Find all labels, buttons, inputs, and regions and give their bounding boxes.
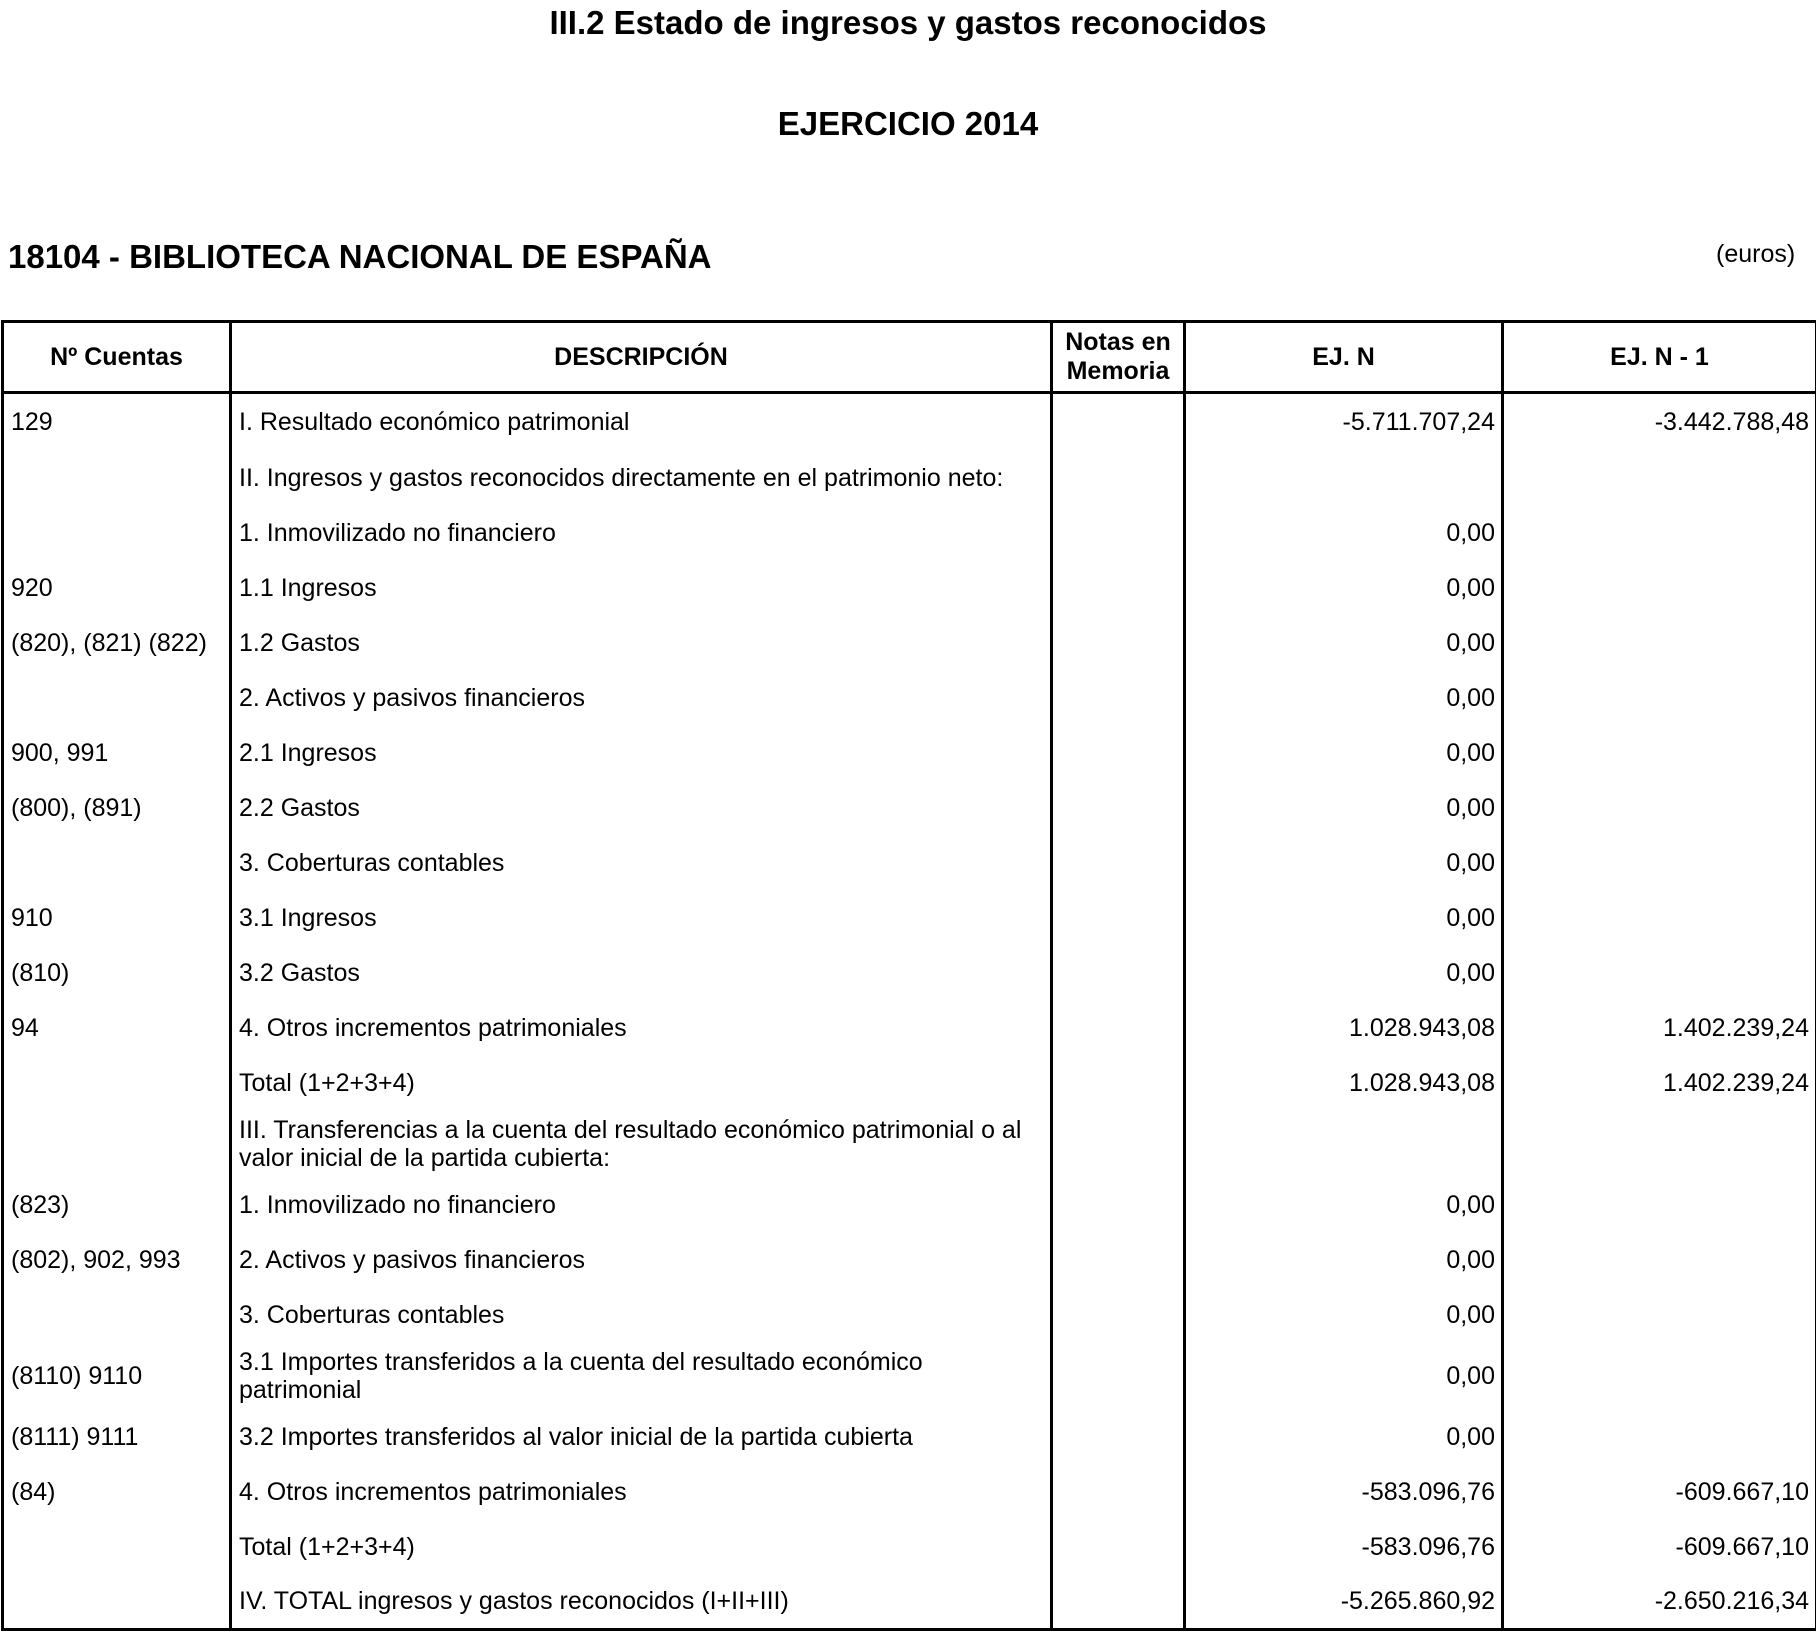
cell-ej-n1 [1503, 1409, 1816, 1464]
cell-cuentas: (8111) 9111 [3, 1409, 231, 1464]
cell-ej-n1 [1503, 890, 1816, 945]
cell-cuentas: (8110) 9110 [3, 1342, 231, 1409]
cell-descripcion: 3.1 Importes transferidos a la cuenta del resultado económico patrimonial [231, 1342, 1052, 1409]
income-expense-statement-table [1, 320, 1816, 1631]
cell-cuentas: (800), (891) [3, 780, 231, 835]
cell-cuentas: (823) [3, 1177, 231, 1232]
cell-notas [1052, 1110, 1185, 1177]
cell-ej-n1 [1503, 1287, 1816, 1342]
header-cuentas: Nº Cuentas [3, 322, 231, 393]
table-row [3, 1287, 1816, 1342]
cell-cuentas [3, 1574, 231, 1630]
cell-ej-n1 [1503, 670, 1816, 725]
table-row [3, 890, 1816, 945]
cell-cuentas: 920 [3, 560, 231, 615]
cell-ej-n1 [1503, 1342, 1816, 1409]
cell-descripcion: 4. Otros incrementos patrimoniales [231, 1464, 1052, 1519]
fiscal-year-heading: EJERCICIO 2014 [777, 105, 1039, 142]
page-title: III.2 Estado de ingresos y gastos reconocidos [549, 4, 1267, 41]
cell-descripcion: 2. Activos y pasivos financieros [231, 1232, 1052, 1287]
cell-ej-n1 [1503, 945, 1816, 1000]
cell-descripcion: 4. Otros incrementos patrimoniales [231, 1000, 1052, 1055]
cell-ej-n: -583.096,76 [1185, 1519, 1503, 1574]
table-row [3, 780, 1816, 835]
cell-notas [1052, 560, 1185, 615]
cell-cuentas [3, 1287, 231, 1342]
table-header-row [3, 322, 1816, 393]
table-row [3, 1055, 1816, 1110]
cell-descripcion: I. Resultado económico patrimonial [231, 393, 1052, 451]
header-ej-n: EJ. N [1185, 322, 1503, 393]
cell-ej-n: 0,00 [1185, 1342, 1503, 1409]
cell-ej-n [1185, 1110, 1503, 1177]
cell-notas [1052, 393, 1185, 451]
cell-notas [1052, 1342, 1185, 1409]
cell-notas [1052, 1287, 1185, 1342]
cell-notas [1052, 1519, 1185, 1574]
cell-ej-n1 [1503, 1110, 1816, 1177]
cell-notas [1052, 1409, 1185, 1464]
cell-cuentas [3, 1519, 231, 1574]
cell-descripcion: 2. Activos y pasivos financieros [231, 670, 1052, 725]
cell-ej-n: 0,00 [1185, 505, 1503, 560]
cell-notas [1052, 670, 1185, 725]
header-descripcion: DESCRIPCIÓN [231, 322, 1052, 393]
cell-ej-n: 0,00 [1185, 1409, 1503, 1464]
cell-notas [1052, 780, 1185, 835]
cell-cuentas: (802), 902, 993 [3, 1232, 231, 1287]
header-ej-n1: EJ. N - 1 [1503, 322, 1816, 393]
currency-units-label: (euros) [1716, 240, 1796, 268]
table-row [3, 835, 1816, 890]
table-row [3, 1464, 1816, 1519]
cell-ej-n: 0,00 [1185, 780, 1503, 835]
cell-ej-n1: -609.667,10 [1503, 1464, 1816, 1519]
cell-cuentas [3, 835, 231, 890]
cell-notas [1052, 945, 1185, 1000]
table-row [3, 393, 1816, 451]
cell-ej-n1 [1503, 1232, 1816, 1287]
cell-ej-n: 1.028.943,08 [1185, 1055, 1503, 1110]
cell-ej-n: -5.265.860,92 [1185, 1574, 1503, 1630]
cell-ej-n: 1.028.943,08 [1185, 1000, 1503, 1055]
cell-notas [1052, 890, 1185, 945]
cell-ej-n1 [1503, 615, 1816, 670]
cell-cuentas [3, 450, 231, 505]
cell-cuentas [3, 1110, 231, 1177]
cell-ej-n1 [1503, 1177, 1816, 1232]
cell-descripcion: 1.1 Ingresos [231, 560, 1052, 615]
table-row [3, 1232, 1816, 1287]
cell-descripcion: 2.2 Gastos [231, 780, 1052, 835]
cell-ej-n1: -3.442.788,48 [1503, 393, 1816, 451]
cell-ej-n: 0,00 [1185, 670, 1503, 725]
cell-notas [1052, 1177, 1185, 1232]
table-row [3, 1177, 1816, 1232]
cell-ej-n: 0,00 [1185, 1287, 1503, 1342]
cell-ej-n1 [1503, 725, 1816, 780]
cell-notas [1052, 505, 1185, 560]
cell-descripcion: 3.1 Ingresos [231, 890, 1052, 945]
cell-descripcion: IV. TOTAL ingresos y gastos reconocidos (I+II+III) [231, 1574, 1052, 1630]
cell-ej-n: 0,00 [1185, 835, 1503, 890]
cell-notas [1052, 1574, 1185, 1630]
cell-notas [1052, 615, 1185, 670]
cell-cuentas: 129 [3, 393, 231, 451]
cell-ej-n1 [1503, 560, 1816, 615]
table-row [3, 670, 1816, 725]
table-row [3, 560, 1816, 615]
cell-ej-n1: -609.667,10 [1503, 1519, 1816, 1574]
cell-cuentas: 910 [3, 890, 231, 945]
table-row [3, 505, 1816, 560]
cell-ej-n1 [1503, 780, 1816, 835]
cell-notas [1052, 450, 1185, 505]
cell-ej-n1: 1.402.239,24 [1503, 1055, 1816, 1110]
cell-notas [1052, 1000, 1185, 1055]
cell-descripcion: 1. Inmovilizado no financiero [231, 505, 1052, 560]
cell-descripcion: III. Transferencias a la cuenta del resultado económico patrimonial o al valor inicial de la partida cubierta: [231, 1110, 1052, 1177]
cell-ej-n: 0,00 [1185, 1232, 1503, 1287]
table-row [3, 725, 1816, 780]
cell-descripcion: Total (1+2+3+4) [231, 1519, 1052, 1574]
cell-notas [1052, 1464, 1185, 1519]
cell-descripcion: 2.1 Ingresos [231, 725, 1052, 780]
table-row [3, 945, 1816, 1000]
cell-notas [1052, 1055, 1185, 1110]
cell-ej-n: 0,00 [1185, 945, 1503, 1000]
cell-notas [1052, 1232, 1185, 1287]
table-row [3, 1519, 1816, 1574]
cell-ej-n1: -2.650.216,34 [1503, 1574, 1816, 1630]
cell-notas [1052, 835, 1185, 890]
table-row [3, 450, 1816, 505]
table-row [3, 1574, 1816, 1630]
cell-ej-n1 [1503, 450, 1816, 505]
cell-notas [1052, 725, 1185, 780]
cell-ej-n [1185, 450, 1503, 505]
table-row [3, 1409, 1816, 1464]
cell-descripcion: 1. Inmovilizado no financiero [231, 1177, 1052, 1232]
cell-cuentas: 94 [3, 1000, 231, 1055]
cell-descripcion: II. Ingresos y gastos reconocidos directamente en el patrimonio neto: [231, 450, 1052, 505]
cell-descripcion: 1.2 Gastos [231, 615, 1052, 670]
cell-ej-n: 0,00 [1185, 890, 1503, 945]
cell-ej-n: 0,00 [1185, 560, 1503, 615]
cell-cuentas [3, 1055, 231, 1110]
cell-descripcion: 3. Coberturas contables [231, 835, 1052, 890]
cell-descripcion: 3.2 Gastos [231, 945, 1052, 1000]
cell-cuentas: (84) [3, 1464, 231, 1519]
cell-ej-n: 0,00 [1185, 615, 1503, 670]
cell-descripcion: Total (1+2+3+4) [231, 1055, 1052, 1110]
cell-cuentas: (810) [3, 945, 231, 1000]
header-notas-line2: Memoria [1066, 357, 1170, 385]
cell-ej-n1: 1.402.239,24 [1503, 1000, 1816, 1055]
cell-descripcion: 3.2 Importes transferidos al valor inicial de la partida cubierta [231, 1409, 1052, 1464]
cell-ej-n: -583.096,76 [1185, 1464, 1503, 1519]
cell-cuentas: 900, 991 [3, 725, 231, 780]
table-row [3, 615, 1816, 670]
table-row [3, 1342, 1816, 1409]
header-notas [1052, 322, 1185, 393]
cell-ej-n1 [1503, 505, 1816, 560]
table-row [3, 1000, 1816, 1055]
table-row [3, 1110, 1816, 1177]
header-notas-line1: Notas en [1065, 328, 1171, 356]
cell-ej-n1 [1503, 835, 1816, 890]
cell-cuentas [3, 505, 231, 560]
cell-descripcion: 3. Coberturas contables [231, 1287, 1052, 1342]
entity-name: 18104 - BIBLIOTECA NACIONAL DE ESPAÑA [8, 238, 712, 275]
cell-cuentas [3, 670, 231, 725]
cell-ej-n: 0,00 [1185, 1177, 1503, 1232]
cell-ej-n: -5.711.707,24 [1185, 393, 1503, 451]
cell-cuentas: (820), (821) (822) [3, 615, 231, 670]
cell-ej-n: 0,00 [1185, 725, 1503, 780]
